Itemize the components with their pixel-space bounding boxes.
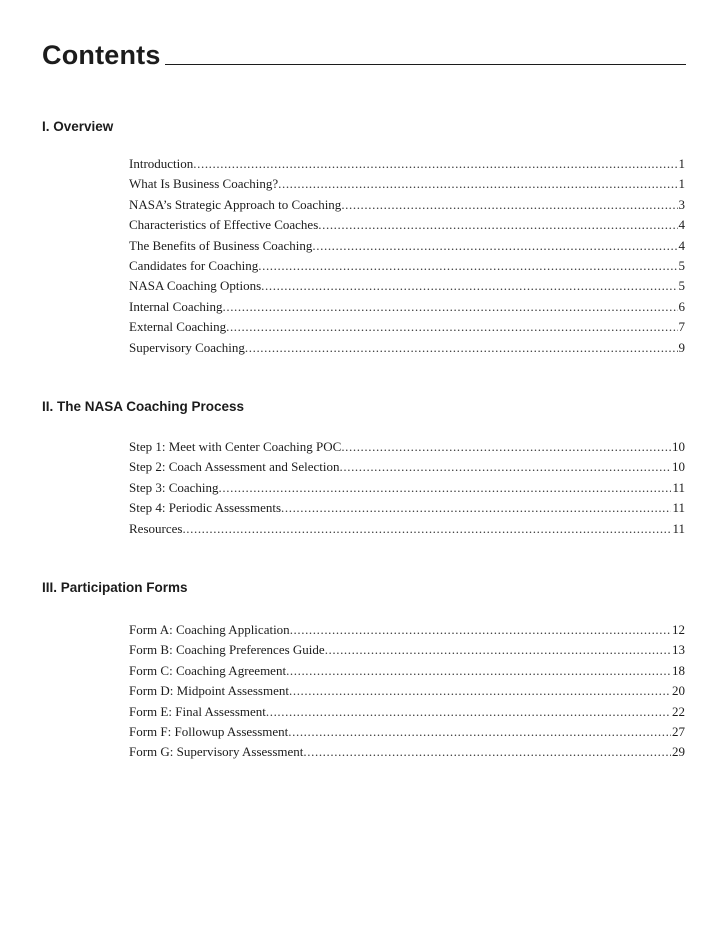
toc-entry-page: 18 [672, 662, 685, 678]
dot-leader [219, 478, 672, 498]
toc-entry-page: 10 [672, 439, 685, 454]
section-process-heading-wrap [42, 398, 686, 416]
dot-leader [278, 174, 677, 194]
toc-entry-label: Form E: Final Assessment [129, 703, 266, 719]
toc-entry-page: 10 [672, 459, 685, 475]
dot-leader [182, 519, 671, 539]
toc-entry-page: 29 [672, 744, 685, 760]
toc-entry[interactable] [129, 681, 685, 701]
toc-entry-page: 11 [672, 520, 685, 536]
toc-entry-label: Form F: Followup Assessment [129, 723, 289, 739]
toc-entry[interactable] [129, 215, 685, 235]
dot-leader [288, 722, 671, 742]
toc-entry[interactable] [129, 457, 685, 477]
toc-entry-label: Form D: Midpoint Assessment [129, 683, 289, 699]
toc-entry[interactable] [129, 437, 685, 457]
toc-entry[interactable] [129, 317, 685, 337]
section-forms-entries [129, 620, 685, 763]
title-rule-divider [165, 64, 686, 65]
toc-entry[interactable] [129, 519, 685, 539]
dot-leader [303, 742, 671, 762]
toc-entry[interactable] [129, 256, 685, 276]
toc-entry-label: Step 1: Meet with Center Coaching POC [129, 439, 342, 454]
toc-entry-label: NASA Coaching Options [129, 278, 262, 294]
toc-entry-label: Step 3: Coaching [129, 479, 219, 495]
dot-leader [226, 317, 677, 337]
toc-entry-page: 13 [672, 642, 685, 658]
toc-entry-label: Supervisory Coaching [129, 339, 245, 355]
toc-entry-label: Introduction [129, 156, 194, 171]
toc-entry[interactable] [129, 702, 685, 722]
toc-entry-page: 22 [672, 703, 685, 719]
dot-leader [286, 661, 671, 681]
toc-entry-page: 12 [672, 622, 685, 637]
dot-leader [281, 498, 671, 518]
dot-leader [318, 215, 677, 235]
toc-entry[interactable] [129, 297, 685, 317]
toc-entry[interactable] [129, 195, 685, 215]
dot-leader [193, 154, 677, 174]
dot-leader [325, 640, 671, 660]
toc-entry-label: Form B: Coaching Preferences Guide [129, 642, 325, 658]
toc-entry[interactable] [129, 661, 685, 681]
toc-entry-page: 5 [678, 257, 685, 273]
dot-leader [261, 276, 677, 296]
toc-entry-page: 7 [678, 319, 685, 335]
dot-leader [258, 256, 677, 276]
toc-entry-label: Step 4: Periodic Assessments [129, 500, 282, 516]
toc-entry-page: 20 [672, 683, 685, 699]
toc-entry-label: NASA’s Strategic Approach to Coaching [129, 196, 342, 212]
toc-entry[interactable] [129, 498, 685, 518]
toc-entry[interactable] [129, 640, 685, 660]
toc-entry-label: Form A: Coaching Application [129, 622, 290, 637]
toc-entry[interactable] [129, 236, 685, 256]
toc-entry-label: Step 2: Coach Assessment and Selection [129, 459, 340, 475]
toc-entry-page: 27 [672, 723, 685, 739]
section-heading: III. Participation Forms [42, 580, 188, 595]
toc-entry[interactable] [129, 154, 685, 174]
dot-leader [223, 297, 678, 317]
section-heading: I. Overview [42, 119, 114, 134]
section-process-entries [129, 437, 685, 539]
toc-entry-page: 4 [678, 237, 685, 253]
toc-entry-page: 1 [678, 156, 685, 171]
toc-entry-page: 11 [672, 500, 685, 516]
toc-entry-label: What Is Business Coaching? [129, 176, 279, 192]
dot-leader [341, 195, 677, 215]
toc-entry-label: Internal Coaching [129, 298, 223, 314]
dot-leader [340, 457, 671, 477]
toc-entry[interactable] [129, 620, 685, 640]
toc-entry-label: Characteristics of Effective Coaches [129, 217, 319, 233]
toc-entry-page: 9 [678, 339, 685, 355]
toc-entry-label: Form G: Supervisory Assessment [129, 744, 304, 760]
toc-entry-page: 11 [672, 479, 685, 495]
toc-entry[interactable] [129, 742, 685, 762]
toc-entry[interactable] [129, 478, 685, 498]
section-heading: II. The NASA Coaching Process [42, 399, 245, 414]
toc-entry-page: 3 [678, 196, 685, 212]
toc-entry-label: Form C: Coaching Agreement [129, 662, 287, 678]
toc-entry-page: 5 [678, 278, 685, 294]
section-forms-heading-wrap [42, 579, 686, 597]
toc-entry-label: External Coaching [129, 319, 227, 335]
toc-entry-page: 4 [678, 217, 685, 233]
toc-entry[interactable] [129, 174, 685, 194]
section-overview-heading-wrap [42, 118, 686, 136]
page-title: Contents [42, 40, 161, 70]
section-overview-entries [129, 154, 685, 358]
contents-title-row [42, 36, 686, 70]
dot-leader [289, 681, 671, 701]
dot-leader [245, 338, 678, 358]
toc-entry-label: Candidates for Coaching [129, 257, 259, 273]
toc-entry-label: The Benefits of Business Coaching [129, 237, 313, 253]
toc-entry[interactable] [129, 338, 685, 358]
toc-entry-page: 1 [678, 176, 685, 192]
toc-entry-page: 6 [678, 298, 685, 314]
dot-leader [266, 702, 671, 722]
toc-entry[interactable] [129, 276, 685, 296]
dot-leader [290, 620, 671, 640]
dot-leader [312, 236, 677, 256]
dot-leader [341, 437, 671, 457]
toc-entry-label: Resources [129, 520, 183, 536]
toc-entry[interactable] [129, 722, 685, 742]
